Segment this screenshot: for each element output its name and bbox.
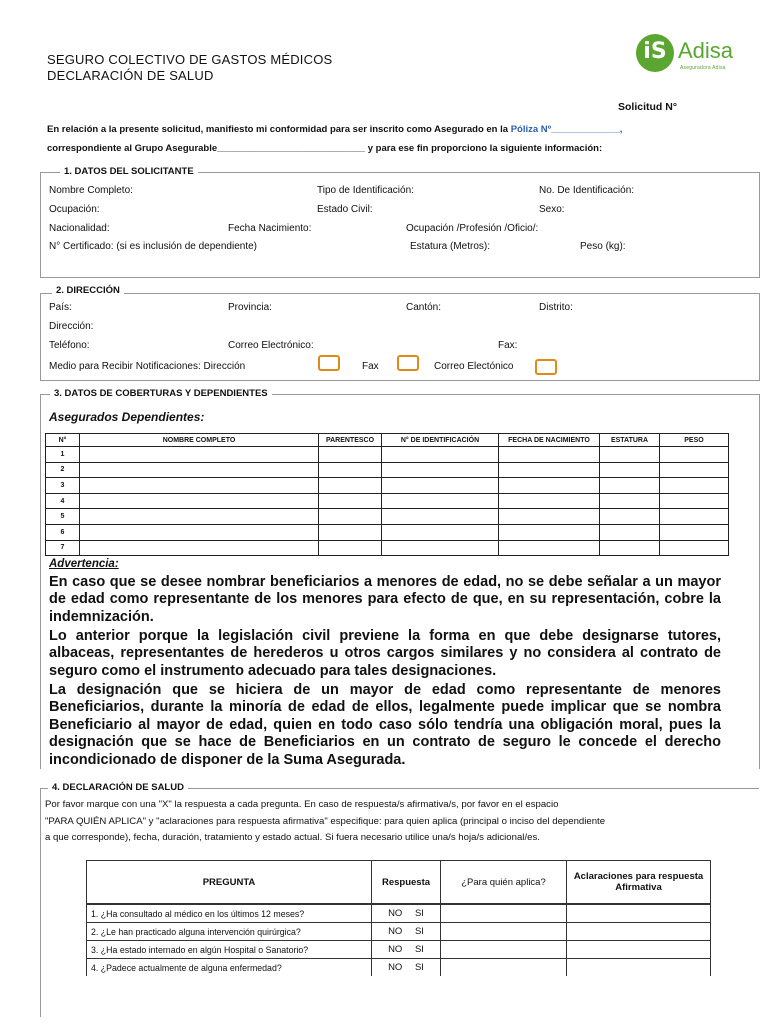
cell[interactable] [319, 509, 382, 525]
para-quien-cell[interactable] [441, 941, 567, 959]
section-3-title: 3. DATOS DE COBERTURAS Y DEPENDIENTES [50, 388, 272, 399]
question-text: 3. ¿Ha estado internado en algún Hospital o Sanatorio? [87, 941, 372, 959]
answer-no-si[interactable]: NO SI [372, 959, 441, 977]
checkbox-direccion[interactable] [318, 355, 340, 371]
cell[interactable] [600, 509, 660, 525]
cell[interactable] [319, 447, 382, 463]
field-pais[interactable]: País: [49, 302, 72, 313]
cell[interactable] [660, 462, 729, 478]
cell[interactable] [382, 447, 499, 463]
instructions-line-1: Por favor marque con una "X" la respuesta a cada pregunta. En caso de respuesta/s afirmativa/s, por favor en el espacio [45, 799, 559, 810]
aclaraciones-cell[interactable] [567, 941, 711, 959]
cell[interactable] [80, 524, 319, 540]
table-header-row [46, 434, 729, 447]
poliza-field[interactable]: Póliza Nº_____________, [510, 124, 623, 135]
cell[interactable] [80, 478, 319, 494]
cell[interactable] [499, 509, 600, 525]
cell[interactable] [660, 447, 729, 463]
field-fecha-nacimiento[interactable]: Fecha Nacimiento: [228, 223, 312, 234]
field-estado-civil[interactable]: Estado Civil: [317, 204, 373, 215]
logo-tagline: Aseguradora Adisa [680, 65, 726, 71]
intro-line-2: correspondiente al Grupo Asegurable____________________________ y para ese fin proporciono la siguiente información: [47, 143, 603, 154]
col-para-quien: ¿Para quién aplica? [441, 861, 567, 905]
adisa-logo [636, 34, 746, 76]
table-row [46, 447, 729, 463]
field-canton[interactable]: Cantón: [406, 302, 442, 313]
dependientes-subtitle: Asegurados Dependientes: [49, 410, 205, 424]
cell[interactable] [382, 478, 499, 494]
aclaraciones-cell[interactable] [567, 923, 711, 941]
title-line-1: SEGURO COLECTIVO DE GASTOS MÉDICOS [47, 52, 333, 67]
logo-word: Adisa [678, 38, 734, 63]
col-estatura: ESTATURA [600, 434, 660, 447]
field-estatura[interactable]: Estatura (Metros): [410, 241, 491, 252]
field-distrito[interactable]: Distrito: [539, 302, 573, 313]
question-row [87, 941, 711, 959]
cell[interactable] [499, 447, 600, 463]
advertencia-heading: Advertencia: [49, 558, 119, 570]
row-number: 7 [46, 540, 80, 556]
row-number: 2 [46, 462, 80, 478]
col-fecha-nacimiento: FECHA DE NACIMIENTO [499, 434, 600, 447]
table-row [46, 462, 729, 478]
section-2-title: 2. DIRECCIÓN [52, 285, 124, 296]
table-row [46, 524, 729, 540]
cell[interactable] [499, 540, 600, 556]
cell[interactable] [382, 540, 499, 556]
option-fax-label: Fax [362, 361, 379, 372]
cell[interactable] [499, 478, 600, 494]
question-row [87, 959, 711, 977]
cell[interactable] [499, 462, 600, 478]
checkbox-fax[interactable] [397, 355, 419, 371]
question-text: 4. ¿Padece actualmente de alguna enfermedad? [87, 959, 372, 977]
cell[interactable] [382, 462, 499, 478]
cell[interactable] [319, 540, 382, 556]
row-number: 5 [46, 509, 80, 525]
answer-no-si[interactable]: NO SI [372, 941, 441, 959]
cell[interactable] [382, 493, 499, 509]
field-direccion[interactable]: Dirección: [49, 321, 94, 332]
cell[interactable] [382, 509, 499, 525]
field-ocupacion[interactable]: Ocupación: [49, 204, 100, 215]
section-4-title: 4. DECLARACIÓN DE SALUD [48, 782, 188, 793]
cell[interactable] [660, 540, 729, 556]
col-parentesco: PARENTESCO [319, 434, 382, 447]
cell[interactable] [80, 447, 319, 463]
question-text: 1. ¿Ha consultado al médico en los últimos 12 meses? [87, 904, 372, 923]
cell[interactable] [660, 493, 729, 509]
cell[interactable] [600, 447, 660, 463]
cell[interactable] [499, 524, 600, 540]
col-respuesta: Respuesta [372, 861, 441, 905]
cell[interactable] [600, 493, 660, 509]
col-identificacion: N° DE IDENTIFICACIÓN [382, 434, 499, 447]
para-quien-cell[interactable] [441, 904, 567, 923]
field-sexo[interactable]: Sexo: [539, 204, 565, 215]
field-telefono[interactable]: Teléfono: [49, 340, 90, 351]
cell[interactable] [600, 524, 660, 540]
cell[interactable] [660, 524, 729, 540]
solicitud-number: Solicitud N° [618, 101, 678, 113]
answer-no-si[interactable]: NO SI [372, 904, 441, 923]
intro-line-1 [47, 124, 622, 135]
aclaraciones-cell[interactable] [567, 959, 711, 977]
option-correo-label: Correo Electónico [434, 361, 514, 372]
cell[interactable] [80, 493, 319, 509]
cell[interactable] [319, 478, 382, 494]
row-number: 6 [46, 524, 80, 540]
col-numero: N° [46, 434, 80, 447]
question-text: 2. ¿Le han practicado alguna intervención quirúrgica? [87, 923, 372, 941]
field-no-id[interactable]: No. De Identificación: [539, 185, 635, 196]
cell[interactable] [80, 462, 319, 478]
notificaciones-label: Medio para Recibir Notificaciones: Dirección [49, 361, 246, 372]
advertencia-paragraph-2: Lo anterior porque la legislación civil previene la forma en que debe designarse tutores, albaceas, representantes de herederos u otros cargos similares y no considera al contrato de seguro como el instrumento adecuado para tales designaciones. [49, 628, 721, 679]
field-peso[interactable]: Peso (kg): [580, 241, 626, 252]
instructions-line-2: "PARA QUIÉN APLICA" y "aclaraciones para respuesta afirmativa" especifique: para quien aplica (principal o inciso del dependiente [45, 816, 606, 827]
col-peso: PESO [660, 434, 729, 447]
cell[interactable] [319, 493, 382, 509]
para-quien-cell[interactable] [441, 923, 567, 941]
document-title [47, 52, 332, 84]
cell[interactable] [660, 509, 729, 525]
aclaraciones-cell[interactable] [567, 904, 711, 923]
field-nombre[interactable]: Nombre Completo: [49, 185, 133, 196]
advertencia-paragraph-1: En caso que se desee nombrar beneficiarios a menores de edad, no se debe señalar a un mayor de edad como representante de los menores para efecto de que, en su representación, cobre la indemnización. [49, 574, 721, 625]
question-row [87, 904, 711, 923]
col-pregunta: PREGUNTA [87, 861, 372, 905]
col-nombre: NOMBRE COMPLETO [80, 434, 319, 447]
health-questions-table [86, 860, 711, 976]
question-row [87, 923, 711, 941]
cell[interactable] [660, 478, 729, 494]
cell[interactable] [600, 478, 660, 494]
table-row [46, 493, 729, 509]
para-quien-cell[interactable] [441, 959, 567, 977]
field-nacionalidad[interactable]: Nacionalidad: [49, 223, 110, 234]
cell[interactable] [319, 462, 382, 478]
field-fax[interactable]: Fax: [498, 340, 518, 351]
cell[interactable] [600, 462, 660, 478]
table-row [46, 540, 729, 556]
field-provincia[interactable]: Provincia: [228, 302, 272, 313]
row-number: 4 [46, 493, 80, 509]
logo-mark: iS [636, 34, 674, 72]
col-aclaraciones: Aclaraciones para respuesta Afirmativa [567, 861, 711, 905]
cell[interactable] [80, 540, 319, 556]
cell[interactable] [80, 509, 319, 525]
cell[interactable] [382, 524, 499, 540]
checkbox-correo[interactable] [535, 359, 557, 375]
field-certificado[interactable]: N° Certificado: (si es inclusión de dependiente) [49, 241, 257, 252]
row-number: 3 [46, 478, 80, 494]
cell[interactable] [600, 540, 660, 556]
title-line-2: DECLARACIÓN DE SALUD [47, 68, 214, 83]
dependientes-table [45, 433, 729, 556]
field-profesion[interactable]: Ocupación /Profesión /Oficio/: [406, 223, 539, 234]
answer-no-si[interactable]: NO SI [372, 923, 441, 941]
advertencia-paragraph-3: La designación que se hiciera de un mayor de edad como representante de menores Beneficiarios, durante la minoría de edad de ellos, legalmente puede implicar que se nombra Beneficiario al mayor de edad, quien en todo caso sólo tendría una obligación moral, pues la designación que se hace de Beneficiarios en un contrato de seguro le concede el derecho incondicionado de disponer de la Suma Asegurada. [49, 682, 721, 768]
table-row [46, 478, 729, 494]
cell[interactable] [499, 493, 600, 509]
section-1-title: 1. DATOS DEL SOLICITANTE [60, 166, 198, 177]
instructions-line-3: a que corresponde), fecha, duración, tratamiento y estado actual. Si fuera necesario utilice una/s hoja/s adicional/es. [45, 832, 540, 843]
cell[interactable] [319, 524, 382, 540]
field-correo[interactable]: Correo Electrónico: [228, 340, 314, 351]
questions-header-row [87, 861, 711, 905]
table-row [46, 509, 729, 525]
row-number: 1 [46, 447, 80, 463]
field-tipo-id[interactable]: Tipo de Identificación: [317, 185, 414, 196]
intro-text: En relación a la presente solicitud, manifiesto mi conformidad para ser inscrito como Asegurado en la [47, 124, 509, 135]
